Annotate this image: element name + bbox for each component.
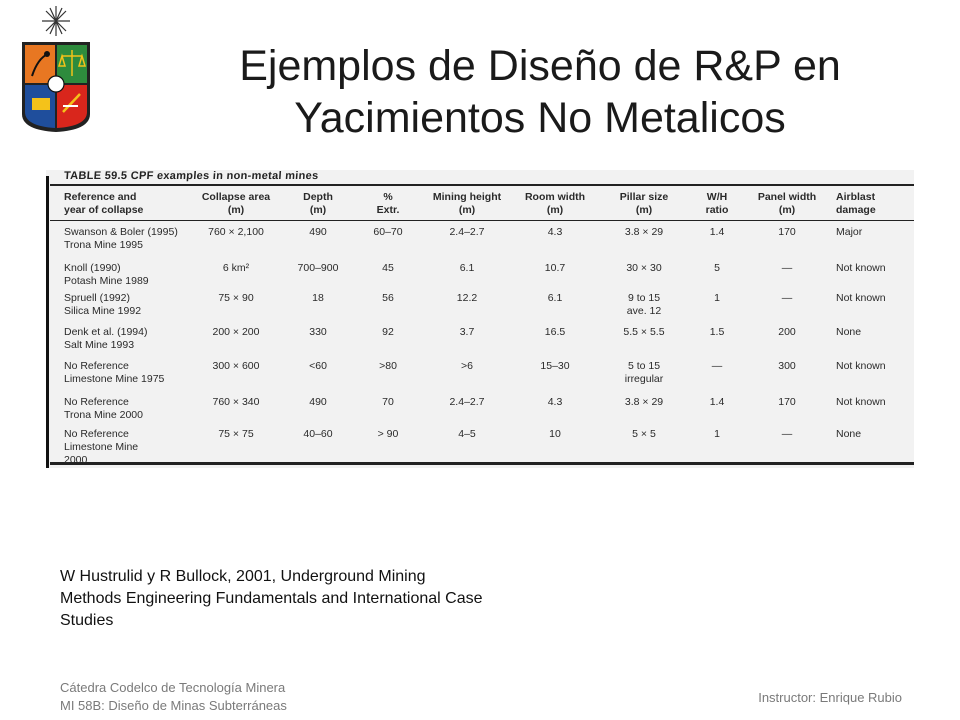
table-header-cell: Collapse area (m) — [201, 191, 271, 216]
table-caption: TABLE 59.5 CPF examples in non-metal mines — [63, 170, 319, 182]
table-cell: 4–5 — [458, 428, 476, 440]
citation-line-3: Studies — [60, 612, 114, 629]
table-cell: 60–70 — [373, 226, 403, 238]
citation-line-1: W Hustrulid y R Bullock, 2001, Underground Mining — [60, 568, 426, 585]
table-row-reference: Swanson & Boler (1995) Trona Mine 1995 — [64, 226, 178, 251]
table-cell: 56 — [382, 292, 394, 304]
table-cell: Not known — [836, 262, 886, 274]
university-shield-logo — [18, 2, 94, 134]
table-cell: Not known — [836, 292, 886, 304]
title-line-1: Ejemplos de Diseño de R&P en — [239, 42, 841, 90]
table-cell: None — [836, 326, 862, 338]
table-cell: 15–30 — [540, 360, 570, 372]
table-cell: 1.4 — [709, 396, 725, 408]
table-cell: 1.5 — [709, 326, 725, 338]
table-cell: 40–60 — [303, 428, 333, 440]
table-cell: Major — [836, 226, 863, 238]
table-cell: 70 — [382, 396, 394, 408]
table-row-reference: No Reference Trona Mine 2000 — [64, 396, 143, 421]
scanned-table-image — [46, 170, 914, 468]
table-cell: 1 — [714, 292, 720, 304]
footer-instructor: Instructor: Enrique Rubio — [758, 690, 902, 705]
table-cell: 3.7 — [459, 326, 475, 338]
citation-line-2: Methods Engineering Fundamentals and International Case — [60, 590, 483, 607]
table-header-cell: Pillar size (m) — [619, 191, 669, 216]
table-header-cell: % Extr. — [376, 191, 400, 216]
table-cell: 2.4–2.7 — [449, 396, 485, 408]
table-cell: 200 — [778, 326, 796, 338]
table-cell: — — [781, 292, 793, 304]
table-cell: 75 × 75 — [218, 428, 254, 440]
table-cell: 4.3 — [547, 226, 563, 238]
table-cell: 92 — [382, 326, 394, 338]
table-cell: 6.1 — [459, 262, 475, 274]
table-cell: 10 — [549, 428, 561, 440]
table-cell: 760 × 2,100 — [208, 226, 264, 238]
footer-course-info — [60, 679, 287, 715]
table-cell: 1.4 — [709, 226, 725, 238]
table-cell: 170 — [778, 396, 796, 408]
table-cell: 10.7 — [544, 262, 566, 274]
table-cell: 5 to 15 irregular — [624, 360, 664, 385]
table-row-reference: No Reference Limestone Mine 1975 — [64, 360, 165, 385]
table-cell: > 90 — [377, 428, 399, 440]
table-row-reference: No Reference Limestone Mine 2000 — [64, 428, 139, 466]
table-row-reference: Denk et al. (1994) Salt Mine 1993 — [64, 326, 148, 351]
slide-title — [140, 40, 940, 144]
table-cell: 170 — [778, 226, 796, 238]
table-header-cell: Mining height (m) — [432, 191, 502, 216]
table-cell: 2.4–2.7 — [449, 226, 485, 238]
table-cell: 490 — [309, 226, 327, 238]
title-line-2: Yacimientos No Metalicos — [294, 94, 786, 142]
table-cell: 4.3 — [547, 396, 563, 408]
table-cell: 5 — [714, 262, 720, 274]
table-cell: — — [781, 428, 793, 440]
citation — [60, 566, 560, 632]
table-cell: 16.5 — [544, 326, 566, 338]
table-header-cell: W/H ratio — [705, 191, 729, 216]
table-cell: 200 × 200 — [212, 326, 260, 338]
table-header-cell: Reference and year of collapse — [64, 191, 144, 216]
table-header-rule — [50, 220, 914, 221]
table-cell: None — [836, 428, 862, 440]
table-header-cell: Depth (m) — [303, 191, 333, 216]
star-rays-icon — [42, 6, 70, 36]
table-cell: — — [781, 262, 793, 274]
table-cell: Not known — [836, 360, 886, 372]
table-row-reference: Spruell (1992) Silica Mine 1992 — [64, 292, 142, 317]
table-cell: 5.5 × 5.5 — [623, 326, 665, 338]
table-cell: 45 — [382, 262, 394, 274]
table-cell: 6 km² — [222, 262, 250, 274]
shield-quadrant-orange — [25, 45, 55, 83]
table-header-cell: Room width (m) — [524, 191, 586, 216]
table-row-reference: Knoll (1990) Potash Mine 1989 — [64, 262, 149, 287]
table-cell: 18 — [312, 292, 324, 304]
table-cell: 12.2 — [456, 292, 478, 304]
table-cell: 700–900 — [297, 262, 339, 274]
table-top-rule — [50, 184, 914, 186]
table-cell: 6.1 — [547, 292, 563, 304]
table-header-cell: Airblast damage — [836, 191, 876, 216]
footer-course: MI 58B: Diseño de Minas Subterráneas — [60, 698, 287, 713]
table-cell: >6 — [461, 360, 473, 372]
table-cell: 490 — [309, 396, 327, 408]
table-cell: 3.8 × 29 — [624, 226, 664, 238]
table-cell: 9 to 15 ave. 12 — [626, 292, 662, 317]
table-cell: 30 × 30 — [626, 262, 662, 274]
table-cell: — — [711, 360, 723, 372]
table-cell: <60 — [309, 360, 327, 372]
table-header-cell: Panel width (m) — [757, 191, 817, 216]
table-cell: 1 — [714, 428, 720, 440]
table-cell: 300 — [778, 360, 796, 372]
table-cell: Not known — [836, 396, 886, 408]
table-cell: 3.8 × 29 — [624, 396, 664, 408]
table-cell: >80 — [379, 360, 397, 372]
footer-chair: Cátedra Codelco de Tecnología Minera — [60, 680, 286, 695]
table-cell: 330 — [309, 326, 327, 338]
table-cell: 760 × 340 — [212, 396, 260, 408]
table-cell: 300 × 600 — [212, 360, 260, 372]
table-cell: 75 × 90 — [218, 292, 254, 304]
table-cell: 5 × 5 — [632, 428, 656, 440]
